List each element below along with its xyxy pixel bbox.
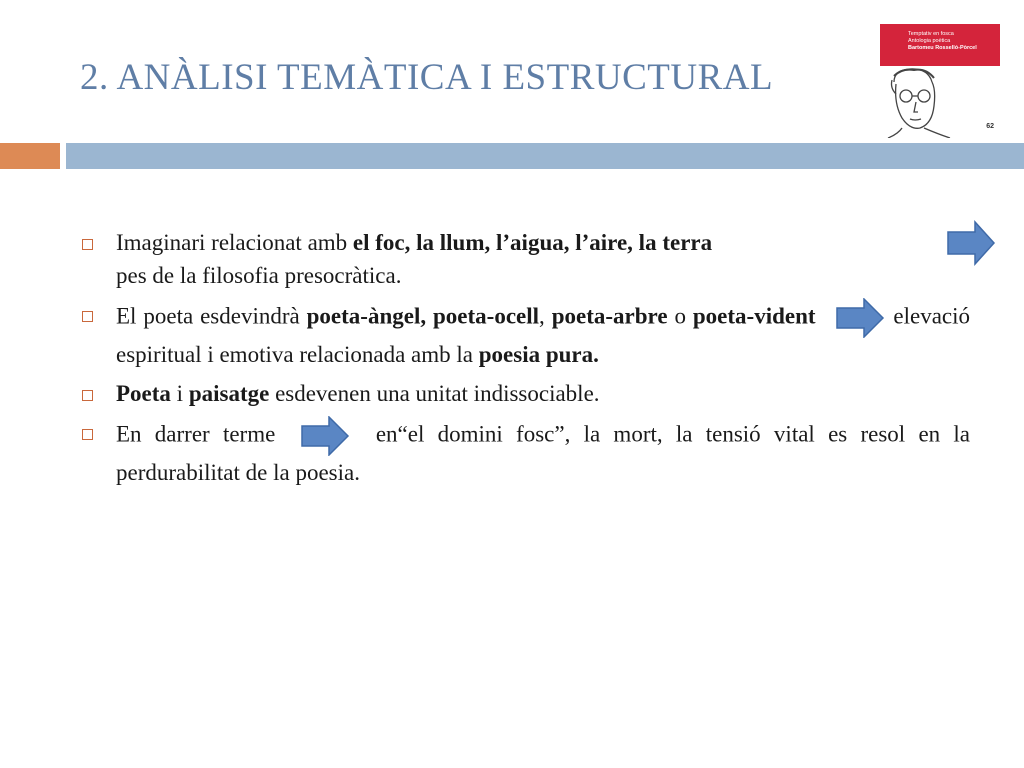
- cover-number: 62: [986, 123, 994, 130]
- b2-text-4: elevació espiritual i emotiva relacionada amb la: [116, 303, 971, 367]
- cover-title: Temptativ en fosca: [908, 31, 954, 37]
- b4-text-2: en“el domini fosc”, la mort, la tensió vital es resol en la perdurabilitat de la poesia.: [116, 421, 971, 485]
- right-arrow-icon: [299, 416, 351, 456]
- b3-text-1: i: [170, 381, 189, 406]
- slide-title: 2. ANÀLISI TEMÀTICA I ESTRUCTURAL: [80, 57, 774, 98]
- b1-bold: el foc, la llum, l’aigua, l’aire, la terra: [352, 230, 713, 255]
- bullet-marker: [82, 390, 93, 401]
- b3-bold-1: Poeta: [116, 381, 171, 406]
- b2-bold-1: poeta-àngel, poeta-ocell: [306, 303, 540, 329]
- right-arrow-icon: [945, 220, 997, 266]
- book-cover-image: [880, 24, 1000, 138]
- b3-text-2: esdevenen una unitat indissociable.: [269, 381, 600, 406]
- bullet-marker: [82, 311, 93, 322]
- accent-bar-orange: [0, 143, 60, 169]
- b1-text: Imaginari relacionat amb: [116, 230, 353, 255]
- bullet-marker: [82, 429, 93, 440]
- accent-bar-blue: [66, 143, 1024, 169]
- b3-bold-2: paisatge: [188, 381, 270, 406]
- right-arrow-icon: [834, 298, 886, 338]
- bullet-marker: [82, 239, 93, 250]
- bullet-item-4: [80, 416, 970, 489]
- b2-bold-4: poesia pura.: [478, 342, 599, 367]
- b2-text-2: ,: [539, 303, 552, 329]
- b4-text-1: En darrer terme: [116, 421, 276, 447]
- b2-bold-2: poeta-arbre: [551, 303, 668, 329]
- cover-author: Bartomeu Rosselló-Pòrcel: [908, 45, 977, 51]
- bullet-list: [80, 226, 970, 495]
- bullet-item-3: [80, 377, 970, 410]
- cover-subtitle: Antologia poètica: [908, 38, 951, 44]
- b1-continuation: pes de la filosofia presocràtica.: [116, 263, 402, 288]
- portrait-sketch: [880, 24, 1000, 138]
- bullet-item-2: [80, 298, 970, 371]
- b2-bold-3: poeta-vident: [692, 303, 816, 329]
- b2-text-1: El poeta esdevindrà: [116, 303, 307, 329]
- b2-text-3: o: [667, 303, 693, 329]
- bullet-item-1: [80, 226, 970, 259]
